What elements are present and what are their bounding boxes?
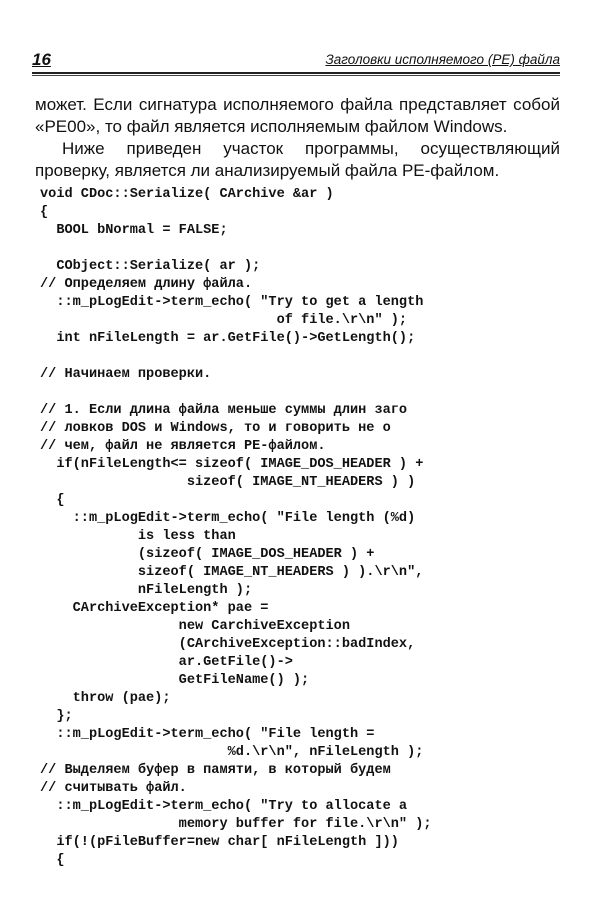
header-rule-thin: [32, 75, 560, 76]
code-line: // Определяем длину файла.: [40, 277, 253, 292]
code-line: void CDoc::Serialize( CArchive &ar ): [40, 187, 334, 202]
code-line: ar.GetFile()->: [40, 655, 293, 670]
code-line: new CarchiveException: [40, 619, 350, 634]
code-line: throw (pae);: [40, 691, 171, 706]
code-line: sizeof( IMAGE_NT_HEADERS ) ).\r\n",: [40, 565, 424, 580]
code-line: ::m_pLogEdit->term_echo( "Try to get a length: [40, 295, 424, 310]
body-text: [35, 94, 560, 182]
page-header: [32, 50, 560, 70]
code-line: // 1. Если длина файла меньше суммы длин заго: [40, 403, 408, 418]
code-line: [40, 384, 432, 402]
code-line: [40, 240, 432, 258]
code-line: {: [40, 205, 49, 220]
code-listing: [40, 186, 432, 870]
code-line: CObject::Serialize( ar );: [40, 259, 261, 274]
code-line: CArchiveException* pae =: [40, 601, 269, 616]
code-line: (CArchiveException::badIndex,: [40, 637, 416, 652]
code-line: {: [40, 493, 65, 508]
code-line: if(nFileLength<= sizeof( IMAGE_DOS_HEADER ) +: [40, 457, 424, 472]
code-line: // считывать файл.: [40, 781, 187, 796]
code-line: BOOL bNormal = FALSE;: [40, 223, 228, 238]
code-line: of file.\r\n" );: [40, 313, 408, 328]
code-line: sizeof( IMAGE_NT_HEADERS ) ): [40, 475, 416, 490]
code-line: nFileLength );: [40, 583, 253, 598]
running-title: Заголовки исполняемого (PE) файла: [325, 52, 560, 67]
code-line: GetFileName() );: [40, 673, 310, 688]
code-line: %d.\r\n", nFileLength );: [40, 745, 424, 760]
code-line: ::m_pLogEdit->term_echo( "File length =: [40, 727, 375, 742]
code-line: ::m_pLogEdit->term_echo( "File length (%d): [40, 511, 416, 526]
code-line: // чем, файл не является PE-файлом.: [40, 439, 326, 454]
code-line: // ловков DOS и Windows, то и говорить не о: [40, 421, 391, 436]
code-line: ::m_pLogEdit->term_echo( "Try to allocate a: [40, 799, 408, 814]
code-line: // Начинаем проверки.: [40, 367, 212, 382]
code-line: is less than: [40, 529, 236, 544]
code-line: if(!(pFileBuffer=new char[ nFileLength ])): [40, 835, 399, 850]
code-line: {: [40, 853, 65, 868]
code-line: [40, 348, 432, 366]
code-line: };: [40, 709, 73, 724]
paragraph: может. Если сигнатура исполняемого файла представляет собой «PE00», то файл является исполняемым файлом Windows.: [35, 95, 560, 136]
code-line: (sizeof( IMAGE_DOS_HEADER ) +: [40, 547, 375, 562]
code-line: int nFileLength = ar.GetFile()->GetLength();: [40, 331, 416, 346]
page-number: 16: [32, 50, 51, 69]
header-rule: [32, 72, 560, 74]
code-line: memory buffer for file.\r\n" );: [40, 817, 432, 832]
paragraph: Ниже приведен участок программы, осуществляющий проверку, является ли анализируемый файла PE-файлом.: [35, 139, 560, 180]
code-line: // Выделяем буфер в памяти, в который будем: [40, 763, 391, 778]
